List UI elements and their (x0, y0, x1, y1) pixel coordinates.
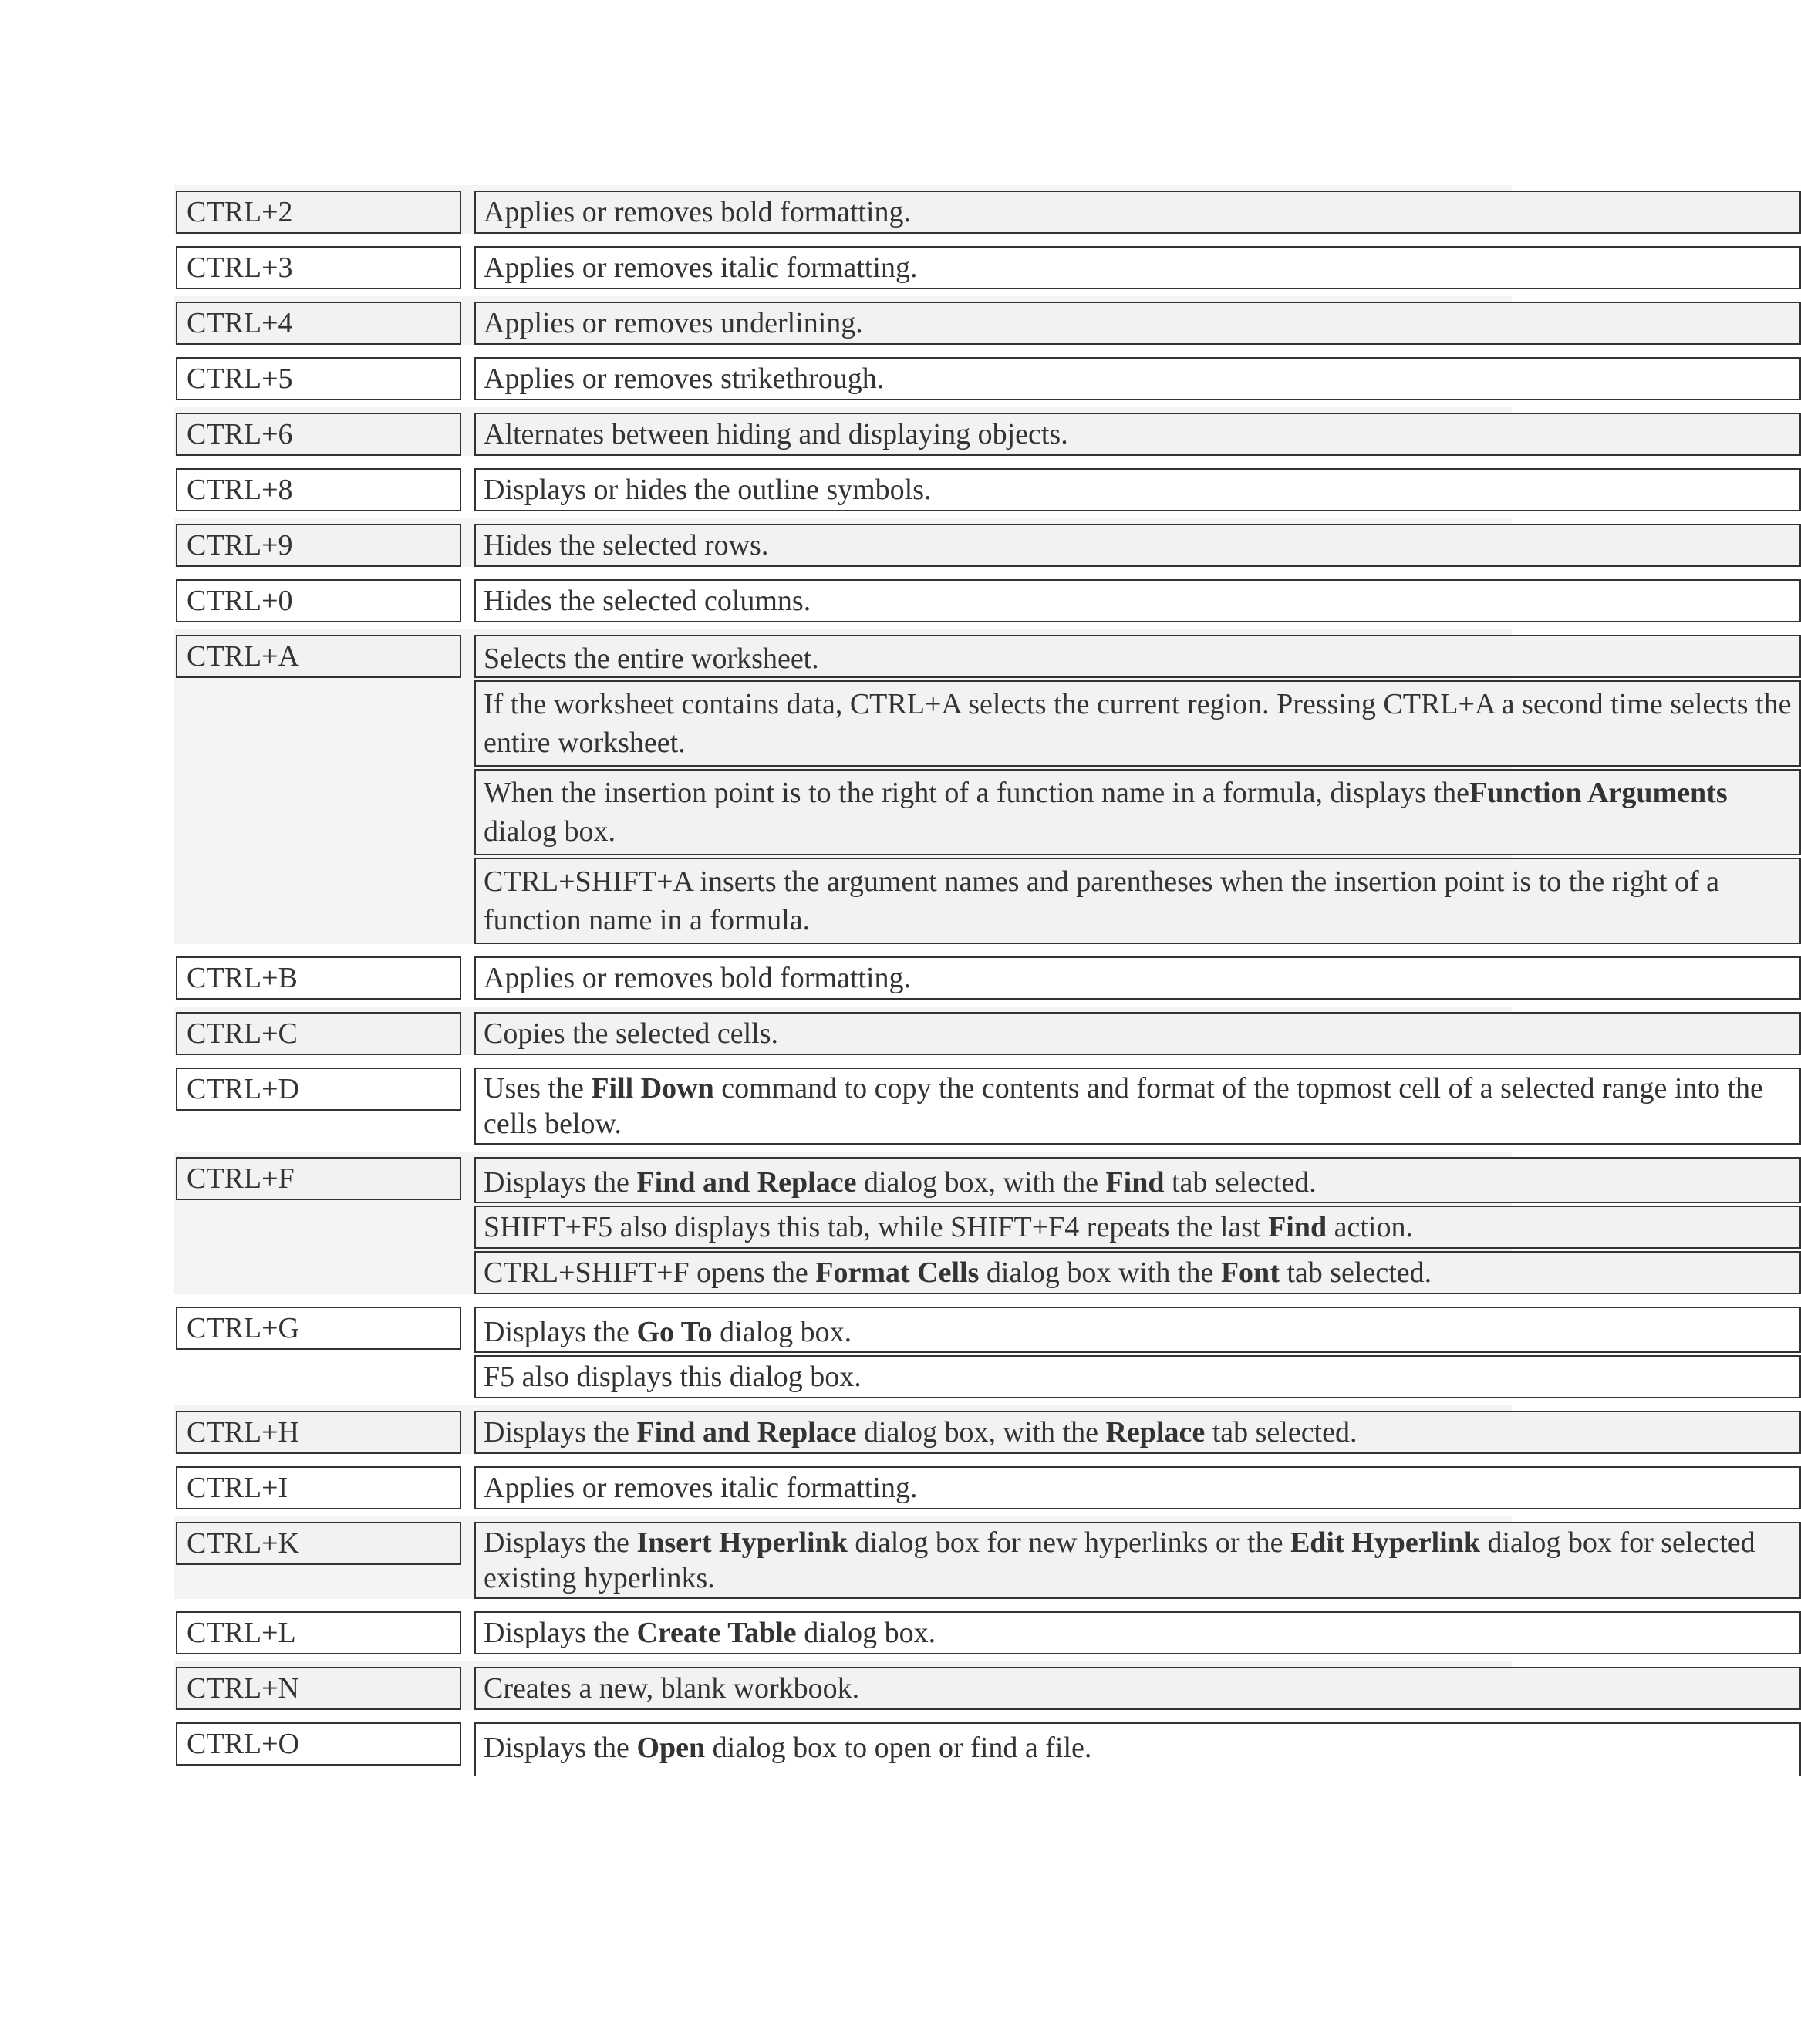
shortcut-key: CTRL+A (176, 635, 461, 678)
shortcut-row (174, 1516, 1755, 1599)
shortcut-key: CTRL+9 (176, 524, 461, 567)
shortcut-description: F5 also displays this dialog box. (474, 1355, 1801, 1398)
shortcut-description: Creates a new, blank workbook. (474, 1667, 1801, 1710)
shortcut-description: Applies or removes strikethrough. (474, 357, 1801, 400)
shortcut-row (174, 629, 1792, 944)
shortcut-row (174, 1152, 1512, 1294)
shortcut-table (174, 185, 1792, 1770)
shortcut-row (174, 1606, 1512, 1654)
shortcut-key: CTRL+H (176, 1411, 461, 1454)
shortcut-key: CTRL+I (176, 1466, 461, 1509)
shortcut-description: Applies or removes bold formatting. (474, 191, 1801, 234)
shortcut-key: CTRL+0 (176, 579, 461, 622)
shortcut-key: CTRL+L (176, 1611, 461, 1654)
shortcut-description: Applies or removes bold formatting. (474, 956, 1801, 1000)
shortcut-key: CTRL+G (176, 1307, 461, 1350)
shortcut-row (174, 352, 1512, 400)
shortcut-key: CTRL+8 (176, 468, 461, 511)
shortcut-row (174, 296, 1512, 345)
shortcut-description: SHIFT+F5 also displays this tab, while SHIFT+F4 repeats the last Find action. (474, 1206, 1801, 1249)
shortcut-description: Applies or removes underlining. (474, 302, 1801, 345)
shortcut-description: Displays the Find and Replace dialog box, with the Replace tab selected. (474, 1411, 1801, 1454)
shortcut-key: CTRL+2 (176, 191, 461, 234)
shortcut-description: Hides the selected columns. (474, 579, 1801, 622)
shortcut-key: CTRL+4 (176, 302, 461, 345)
shortcut-description: CTRL+SHIFT+A inserts the argument names and parentheses when the insertion point is to the right of a function name in a formula. (474, 858, 1801, 944)
shortcut-row (174, 518, 1512, 567)
shortcut-description: Displays the Go To dialog box. (474, 1307, 1801, 1353)
shortcut-key: CTRL+K (176, 1522, 461, 1565)
shortcut-description: When the insertion point is to the right of a function name in a formula, displays theFunction Arguments dialog box. (474, 769, 1801, 855)
shortcut-key: CTRL+B (176, 956, 461, 1000)
shortcut-row (174, 1405, 1512, 1454)
shortcut-row (174, 574, 1512, 622)
shortcut-row (174, 407, 1512, 456)
shortcut-row (174, 951, 1512, 1000)
shortcut-key: CTRL+N (176, 1667, 461, 1710)
shortcut-row (174, 463, 1512, 511)
shortcut-description: Displays the Find and Replace dialog box, with the Find tab selected. (474, 1157, 1801, 1203)
shortcut-description: CTRL+SHIFT+F opens the Format Cells dialog box with the Font tab selected. (474, 1251, 1801, 1294)
shortcut-description: Displays the Insert Hyperlink dialog box for new hyperlinks or the Edit Hyperlink dialog box for selected existing hyperlinks. (474, 1522, 1801, 1599)
shortcut-description: Applies or removes italic formatting. (474, 246, 1801, 289)
shortcut-row (174, 241, 1512, 289)
shortcut-row (174, 1301, 1512, 1398)
shortcut-key: CTRL+F (176, 1157, 461, 1200)
shortcut-description: Selects the entire worksheet. (474, 635, 1801, 678)
shortcut-row (174, 1717, 1512, 1763)
shortcut-key: CTRL+5 (176, 357, 461, 400)
shortcut-key: CTRL+O (176, 1722, 461, 1766)
shortcut-row (174, 1062, 1763, 1145)
shortcut-key: CTRL+3 (176, 246, 461, 289)
shortcut-description: Hides the selected rows. (474, 524, 1801, 567)
shortcut-row (174, 185, 1512, 234)
shortcut-description: Uses the Fill Down command to copy the contents and format of the topmost cell of a selected range into the cells below. (474, 1068, 1801, 1145)
shortcut-description: If the worksheet contains data, CTRL+A selects the current region. Pressing CTRL+A a second time selects the entire worksheet. (474, 680, 1801, 767)
shortcut-description: Displays the Open dialog box to open or find a file. (474, 1722, 1801, 1776)
shortcut-description: Displays or hides the outline symbols. (474, 468, 1801, 511)
shortcut-key: CTRL+C (176, 1012, 461, 1055)
shortcut-key: CTRL+D (176, 1068, 461, 1111)
shortcut-row (174, 1461, 1512, 1509)
shortcut-description: Applies or removes italic formatting. (474, 1466, 1801, 1509)
shortcut-row (174, 1007, 1512, 1055)
shortcut-description: Alternates between hiding and displaying objects. (474, 413, 1801, 456)
shortcut-key: CTRL+6 (176, 413, 461, 456)
shortcut-description: Copies the selected cells. (474, 1012, 1801, 1055)
shortcut-description: Displays the Create Table dialog box. (474, 1611, 1801, 1654)
shortcut-row (174, 1661, 1512, 1710)
